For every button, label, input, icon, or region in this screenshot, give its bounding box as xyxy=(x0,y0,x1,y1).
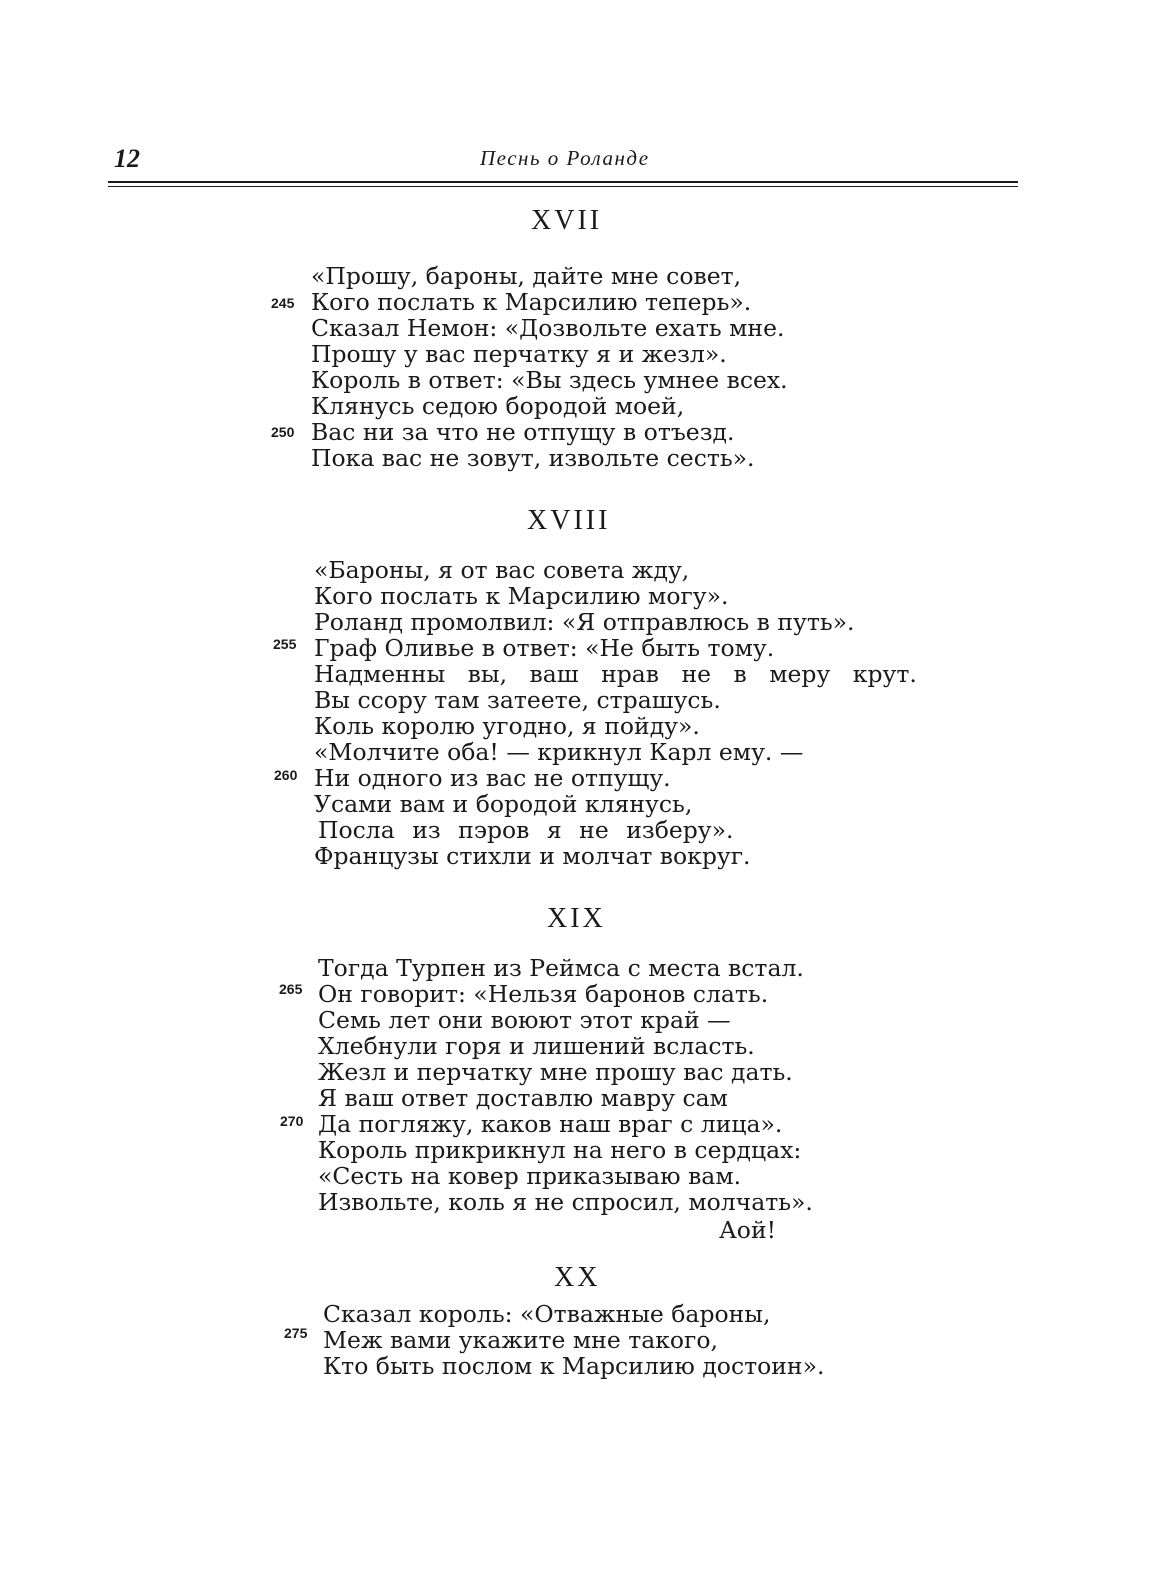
line-number-270: 270 xyxy=(280,1113,304,1129)
verse-line: Он говорит: «Нельзя баронов слать. xyxy=(318,980,769,1008)
line-number-275: 275 xyxy=(284,1325,308,1341)
verse-line-refrain: Аой! xyxy=(719,1216,777,1244)
verse-line: Кого послать к Марсилию теперь». xyxy=(311,288,752,316)
verse-line: Прошу у вас перчатку я и жезл». xyxy=(311,340,727,368)
verse-line: «Сесть на ковер приказываю вам. xyxy=(318,1162,742,1190)
verse-line: Тогда Турпен из Реймса с места встал. xyxy=(318,954,804,982)
stanza-heading-xvii: XVII xyxy=(531,205,603,236)
verse-line: «Бароны, я от вас совета жду, xyxy=(314,556,690,584)
verse-line: Вы ссору там затеете, страшусь. xyxy=(314,686,721,714)
page-number: 12 xyxy=(114,144,140,173)
verse-line: Кого послать к Марсилию могу». xyxy=(314,582,729,610)
verse-line: Ни одного из вас не отпущу. xyxy=(314,764,671,792)
verse-line: Клянусь седою бородой моей, xyxy=(311,392,685,420)
stanza-heading-xix: XIX xyxy=(547,903,606,934)
verse-line: «Прошу, бароны, дайте мне совет, xyxy=(311,262,742,290)
running-head xyxy=(108,138,1018,178)
verse-line: Король прикрикнул на него в сердцах: xyxy=(318,1136,802,1164)
verse-line: Семь лет они воюют этот край — xyxy=(318,1006,731,1034)
verse-line: Жезл и перчатку мне прошу вас дать. xyxy=(318,1058,793,1086)
line-number-255: 255 xyxy=(273,636,297,652)
verse-line: Граф Оливье в ответ: «Не быть тому. xyxy=(314,634,775,662)
verse-line: Усами вам и бородой клянусь, xyxy=(314,790,693,818)
verse-line: Пока вас не зовут, извольте сесть». xyxy=(311,444,755,472)
verse-line: Надменны вы, ваш нрав не в меру крут. xyxy=(314,660,917,688)
verse-line: Посла из пэров я не изберу». xyxy=(318,816,734,844)
line-number-265: 265 xyxy=(279,981,303,997)
verse-line: Да погляжу, каков наш враг с лица». xyxy=(318,1110,783,1138)
verse-line: Извольте, коль я не спросил, молчать». xyxy=(318,1188,813,1216)
verse-line: Король в ответ: «Вы здесь умнее всех. xyxy=(311,366,788,394)
verse-line: Роланд промолвил: «Я отправлюсь в путь». xyxy=(314,608,855,636)
running-title: Песнь о Роланде xyxy=(480,146,650,170)
verse-line: Я ваш ответ доставлю мавру сам xyxy=(318,1084,728,1112)
stanza-heading-xviii: XVIII xyxy=(527,505,611,536)
verse-line: Хлебнули горя и лишений всласть. xyxy=(318,1032,755,1060)
verse-line: Вас ни за что не отпущу в отъезд. xyxy=(311,418,735,446)
verse-line: Французы стихли и молчат вокруг. xyxy=(314,842,751,870)
line-number-260: 260 xyxy=(274,767,298,783)
verse-line: Кто быть послом к Марсилию достоин». xyxy=(323,1352,825,1380)
verse-line: «Молчите оба! — крикнул Карл ему. — xyxy=(314,738,804,766)
verse-line: Коль королю угодно, я пойду». xyxy=(314,712,700,740)
verse-line: Сказал король: «Отважные бароны, xyxy=(323,1300,771,1328)
verse-line: Меж вами укажите мне такого, xyxy=(323,1326,718,1354)
verse-line: Сказал Немон: «Дозвольте ехать мне. xyxy=(311,314,785,342)
header-rule-thin xyxy=(108,186,1018,187)
header-rule-thick xyxy=(108,181,1018,183)
line-number-245: 245 xyxy=(271,295,295,311)
stanza-heading-xx: XX xyxy=(554,1262,601,1293)
line-number-250: 250 xyxy=(271,424,295,440)
